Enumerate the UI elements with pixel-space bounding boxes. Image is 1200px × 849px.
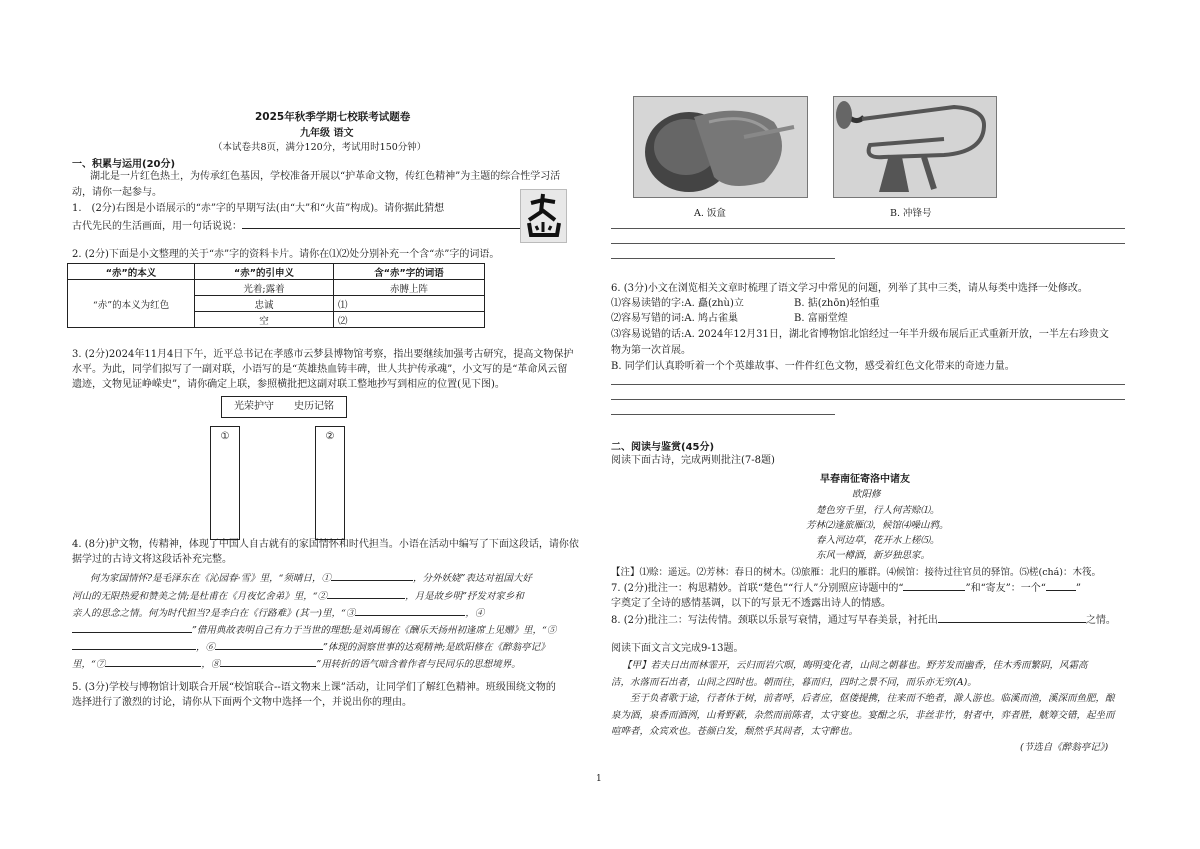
- q6-item2-a: ⑵容易写错的词:A. 鸠占雀巢: [611, 313, 738, 324]
- prose-intro: 阅读下面文言文完成9-13题。: [611, 643, 744, 654]
- table-cell: 光着;露着: [195, 280, 334, 296]
- q7-blank-2[interactable]: [1046, 580, 1076, 591]
- q4-passage-line3: 亲人的思念之情。何为时代担当?是李白在《行路难》(其一)里，“③ ，④: [72, 605, 484, 621]
- q4-blank-6[interactable]: [215, 639, 323, 650]
- couplet-left-marker: ①: [220, 431, 230, 442]
- q5-line2: 选择进行了激烈的讨论，请你从下面两个文物中选择一个，并说出你的理由。: [72, 697, 412, 708]
- artifact-a-label: A. 饭盒: [694, 208, 726, 219]
- prose-line: 泉为酒，泉香而酒洌，山肴野蔌，杂然而前陈者，太守宴也。宴酣之乐，非丝非竹，射者中，弈者胜，觥筹交错，起坐而: [611, 710, 1115, 721]
- couplet-left-box[interactable]: [210, 426, 240, 540]
- q6-item2-b: B. 富丽堂煌: [794, 313, 848, 324]
- answer-line[interactable]: [611, 384, 1125, 385]
- table-cell-origin: “赤”的本义为红色: [68, 280, 195, 328]
- answer-line[interactable]: [611, 414, 835, 415]
- part1-intro-line2: 动，请你一起参与。: [72, 187, 162, 198]
- exam-note: （本试卷共8页，满分120分，考试用时150分钟）: [213, 142, 427, 153]
- couplet-banner-text: 光荣护守 史历记铭: [234, 401, 334, 412]
- prose-line: 洁，水落而石出者，山间之四时也。朝而往，暮而归，四时之景不同，而乐亦无穷(A)。: [611, 677, 977, 688]
- q6-item3-a: ⑶容易说错的话:A. 2024年12月31日，湖北省博物馆北馆经过一年半升级布展后正式重新开放，一半左右珍贵文: [611, 329, 1109, 340]
- part2-intro: 阅读下面古诗，完成两则批注(7-8题): [611, 455, 775, 466]
- q4-passage-line5: ，⑥ ”体现的洞察世事的达观精神;是欧阳修在《醉翁亭记》: [72, 639, 550, 655]
- bugle-photo: [833, 96, 997, 198]
- artifact-b-label: B. 冲锋号: [890, 208, 932, 219]
- poem-title: 早春南征寄洛中诸友: [820, 474, 910, 485]
- q3-line3: 遗迹，文物见证峥嵘史”，请你确定上联，参照横批把这副对联工整地抄写到相应的位置(见下图)。: [72, 379, 505, 390]
- poem-author: 欧阳修: [852, 489, 881, 500]
- chi-data-card-table: [67, 263, 485, 328]
- exam-title: 2025年秋季学期七校联考试题卷: [255, 111, 411, 123]
- poem-notes: 【注】⑴赊：遥远。⑵芳林：春日的树木。⑶旅雁：北归的雁群。⑷候馆：接待过往官员的驿馆。⑸槎(chá)：木筏。: [611, 567, 1102, 578]
- q4-blank-5[interactable]: [72, 639, 196, 650]
- q4-blank-2[interactable]: [327, 588, 405, 599]
- table-cell: 忠诚: [195, 296, 334, 312]
- part1-heading: 一、积累与运用(20分): [72, 159, 176, 170]
- q4-passage-line4: ”借用典故表明自己有力于当世的理想;是刘禹锡在《酬乐天扬州初逢席上见赠》里，“⑤: [72, 622, 556, 638]
- q2-line: 2. (2分)下面是小文整理的关于“赤”字的资料卡片。请你在⑴⑵处分别补充一个含“赤”字的词语。: [72, 249, 500, 260]
- page-number: 1: [596, 774, 602, 784]
- q4-blank-8[interactable]: [220, 656, 316, 667]
- q6-item3-a-cont: 物为第一次首展。: [611, 345, 691, 356]
- exam-grade: 九年级 语文: [300, 128, 354, 139]
- couplet-right-box[interactable]: [315, 426, 345, 540]
- q1-line1: 1. (2分)右图是小语展示的“赤”字的早期写法(由“大”和“火苗”构成)。请你据此猜想: [72, 203, 445, 214]
- answer-line[interactable]: [611, 258, 835, 259]
- prose-source: (节选自《醉翁亭记》): [1020, 742, 1109, 753]
- q3-line2: 水平。为此，同学们拟写了一副对联，小语写的是“英雄热血铸丰碑，世人共护传承魂”，小文写的是“革命风云留: [72, 364, 568, 375]
- lunchbox-photo: [633, 96, 808, 198]
- part1-intro-line1: 湖北是一片红色热土，为传承红色基因，学校准备开展以“护革命文物，传红色精神”为主题的综合性学习活: [90, 171, 561, 182]
- table-header: 含“赤”字的词语: [334, 264, 485, 280]
- answer-line[interactable]: [611, 228, 1125, 229]
- q4-passage-line6: 里，“⑦ ，⑧ ”用转折的语气暗含着作者与民同乐的思想境界。: [72, 656, 521, 672]
- couplet-right-marker: ②: [325, 431, 335, 442]
- q1-answer-blank[interactable]: [242, 218, 520, 229]
- q7-line1: 7. (2分)批注一：构思精妙。首联“楚色”“行人”分别照应诗题中的“ ”和“寄友”：一个“ ”: [611, 580, 1081, 596]
- q4-line1: 4. (8分)护文物，传精神，体现了中国人自古就有的家国情怀和时代担当。小语在活动中编写了下面这段话，请你依: [72, 539, 579, 550]
- part2-heading: 二、阅读与鉴赏(45分): [611, 442, 715, 453]
- table-cell: 空: [195, 312, 334, 328]
- q7-blank-1[interactable]: [903, 580, 965, 591]
- table-cell-blank-2[interactable]: ⑵: [334, 312, 485, 328]
- q4-blank-4[interactable]: [72, 622, 192, 633]
- q4-passage-line2: 河山的无限热爱和赞美之情;是杜甫在《月夜忆舍弟》里，“② ，月是故乡明”抒发对家乡和: [72, 588, 524, 604]
- q4-line2: 据学过的古诗文将这段话补充完整。: [72, 554, 232, 565]
- q6-item1-b: B. 掂(zhōn)轻怕重: [794, 298, 880, 309]
- answer-line[interactable]: [611, 243, 1125, 244]
- couplet-banner-box: [221, 396, 347, 418]
- prose-line: 至于负者歌于途，行者休于树，前者呼，后者应，伛偻提携，往来而不绝者，滁人游也。临溪而渔，溪深而鱼肥，酿: [630, 693, 1115, 704]
- table-header: “赤”的引申义: [195, 264, 334, 280]
- q4-blank-7[interactable]: [105, 656, 201, 667]
- q8-line: 8. (2分)批注二：写法传情。颈联以乐景写衰情，通过写早春美景，衬托出 之情。: [611, 612, 1116, 628]
- q6-line1: 6. (3分)小文在浏览相关文章时梳理了语文学习中常见的问题，列举了其中三类，请从每类中选择一处修改。: [611, 283, 1088, 294]
- q3-line1: 3. (2分)2024年11月4日下午，近平总书记在孝感市云梦县博物馆考察，指出要继续加强考古研究，提高文物保护: [72, 349, 574, 360]
- prose-line: 喧哗者，众宾欢也。苍颜白发，颓然乎其间者，太守醉也。: [611, 726, 859, 737]
- poem-line: 东风一樽酒，新岁独思家。: [816, 550, 931, 561]
- table-header: “赤”的本义: [68, 264, 195, 280]
- q8-blank[interactable]: [938, 612, 1086, 623]
- prose-line: 【甲】若夫日出而林霏开，云归而岩穴暝，晦明变化者，山间之朝暮也。野芳发而幽香，佳木秀而繁阴，风霜高: [622, 660, 1088, 671]
- q6-item3-b: B. 同学们认真聆听着一个个英雄故事、一件件红色文物，感受着红色文化带来的奇迹力量。: [611, 361, 1015, 372]
- q6-item1-a: ⑴容易读错的字:A. 矗(zhù)立: [611, 298, 744, 309]
- poem-line: 春入河边草，花开水上槎⑸。: [816, 535, 940, 546]
- answer-line[interactable]: [611, 399, 1125, 400]
- q4-passage-line1: 何为家国情怀?是毛泽东在《沁园春·雪》里，“须晴日，① ，分外妖娆”表达对祖国大好: [90, 570, 532, 586]
- q5-line1: 5. (3分)学校与博物馆计划联合开展“校馆联合--语文物来上课”活动，让同学们了解红色精神。班级围绕文物的: [72, 682, 556, 693]
- table-cell-blank-1[interactable]: ⑴: [334, 296, 485, 312]
- q4-blank-3[interactable]: [355, 605, 465, 616]
- table-cell: 赤膊上阵: [334, 280, 485, 296]
- poem-line: 芳林⑵逢旅雁⑶，候馆⑷噪山鸦。: [806, 520, 949, 531]
- q4-blank-1[interactable]: [331, 570, 413, 581]
- chi-ancient-glyph-image: [520, 189, 567, 243]
- poem-line: 楚色穷千里，行人何苦赊⑴。: [816, 505, 940, 516]
- q7-line2: 字奠定了全诗的感情基调，以下的写景无不透露出诗人的情感。: [611, 598, 891, 609]
- q1-line2: 古代先民的生活画面，用一句话说说：: [72, 218, 530, 234]
